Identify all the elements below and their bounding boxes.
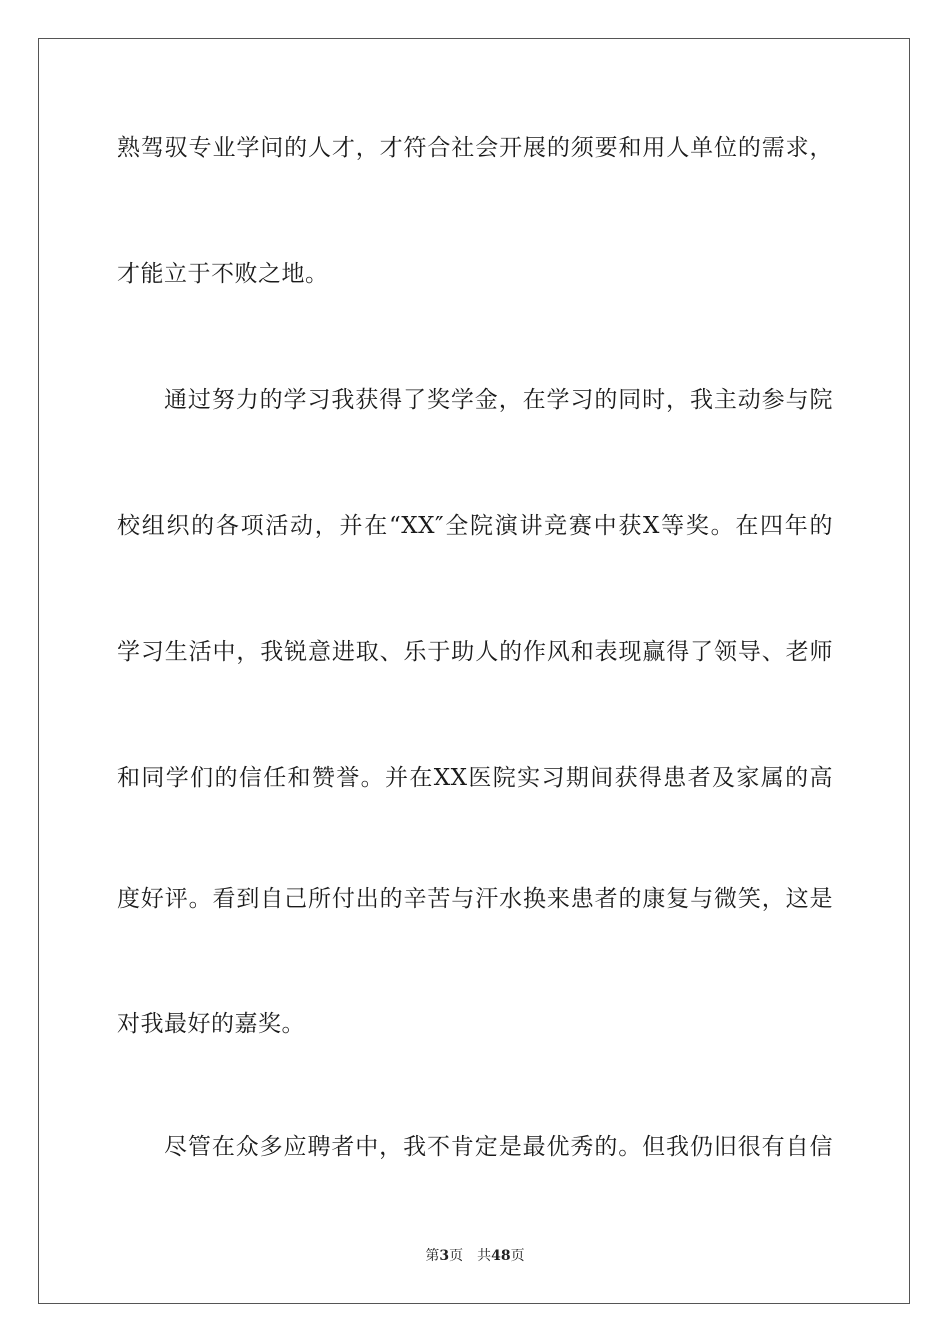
text-line: 对我最好的嘉奖。 [117, 1011, 305, 1037]
total-suffix: 页 [510, 1248, 525, 1264]
text-line: 和同学们的信任和赞誉。并在XX医院实习期间获得患者及家属的高 [117, 765, 833, 791]
text-line: 尽管在众多应聘者中，我不肯定是最优秀的。但我仍旧很有自信 [164, 1134, 833, 1160]
page-prefix: 第 [425, 1248, 440, 1264]
text-line: 才能立于不败之地。 [117, 261, 329, 287]
text-line: 熟驾驭专业学问的人才，才符合社会开展的须要和用人单位的需求， [117, 135, 833, 161]
page-number: 3 [439, 1248, 450, 1264]
text-line: 校组织的各项活动，并在“XX″全院演讲竞赛中获X等奖。在四年的 [117, 513, 833, 539]
text-line: 通过努力的学习我获得了奖学金，在学习的同时，我主动参与院 [164, 387, 833, 413]
total-pages: 48 [491, 1248, 511, 1264]
page-suffix: 页 [449, 1248, 464, 1264]
text-line: 学习生活中，我锐意进取、乐于助人的作风和表现赢得了领导、老师 [117, 639, 833, 665]
total-prefix: 共 [477, 1248, 492, 1264]
page-footer [0, 1247, 950, 1265]
page-border [38, 38, 910, 1304]
text-line: 度好评。看到自己所付出的辛苦与汗水换来患者的康复与微笑，这是 [117, 886, 833, 912]
